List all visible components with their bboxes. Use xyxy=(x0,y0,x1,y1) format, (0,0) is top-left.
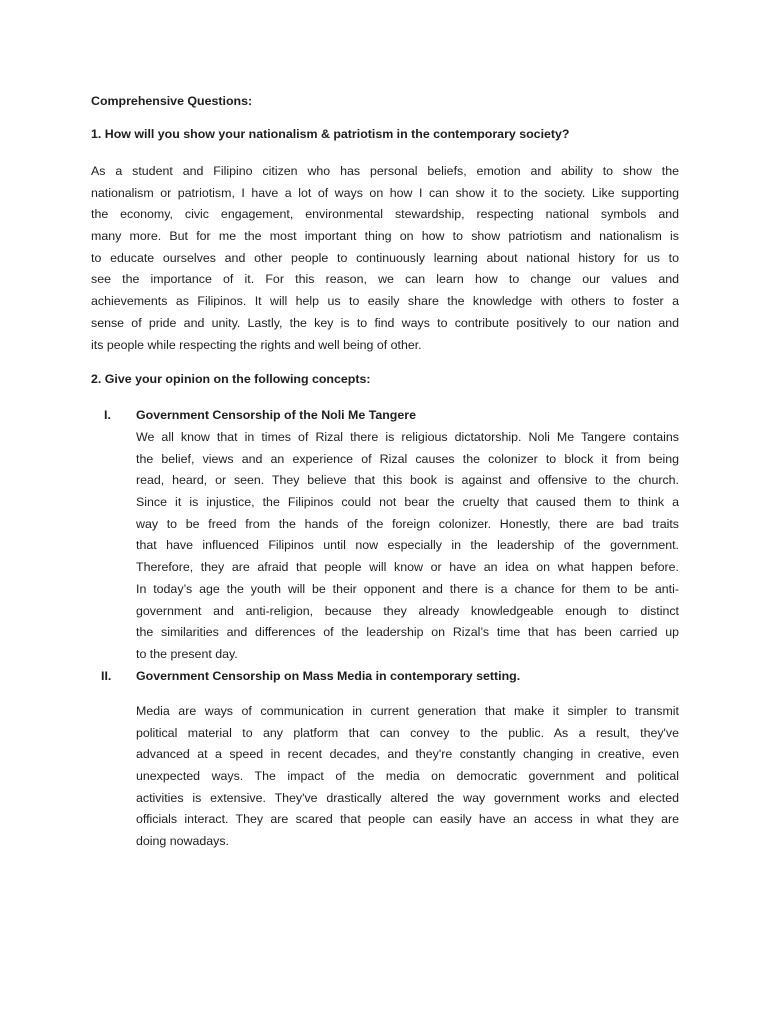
text-line: read, heard, or seen. They believe that this book is against and offensive to the church. xyxy=(136,473,679,488)
text-line: the similarities and differences of the leadership on Rizal’s time that has been carried up xyxy=(136,625,679,640)
item-2-heading: Government Censorship on Mass Media in contemporary setting. xyxy=(136,669,521,683)
text-line: way to be freed from the hands of the foreign colonizer. Honestly, there are bad traits xyxy=(136,516,679,531)
text-line: nationalism or patriotism, I have a lot of ways on how I can show it to the society. Like supporting xyxy=(91,185,679,200)
text-line: activities is extensive. They've drastically altered the way government works and elected xyxy=(136,790,679,805)
text-line: Since it is injustice, the Filipinos could not bear the cruelty that caused them to think a xyxy=(136,495,679,510)
text-line: government and anti-religion, because they already knowledgeable enough to distinct xyxy=(136,603,679,618)
text-line: Media are ways of communication in current generation that make it simpler to transmit xyxy=(136,704,679,718)
item-1-heading: Government Censorship of the Noli Me Tangere xyxy=(136,408,416,422)
text-line: As a student and Filipino citizen who has personal beliefs, emotion and ability to show the xyxy=(91,164,679,178)
text-line: political material to any platform that can convey to the public. As a result, they've xyxy=(136,725,679,740)
question-1-answer xyxy=(91,161,679,356)
text-line: unexpected ways. The impact of the media on democratic government and political xyxy=(136,769,679,784)
text-line: In today’s age the youth will be their opponent and there is a chance for them to be anti- xyxy=(136,581,679,596)
text-line: see the importance of it. For this reason, we can learn how to change our values and xyxy=(91,272,679,287)
text-line: to the present day. xyxy=(136,646,238,661)
text-line: doing nowadays. xyxy=(136,834,229,849)
text-line: many more. But for me the most important thing on how to show patriotism and nationalism is xyxy=(91,229,679,244)
text-line: to educate ourselves and other people to continuously learning about national history for us to xyxy=(91,250,679,265)
text-line: that have influenced Filipinos until now especially in the leadership of the government. xyxy=(136,538,679,553)
item-1-answer xyxy=(136,427,679,666)
text-line: its people while respecting the rights and well being of other. xyxy=(91,337,422,352)
question-1-heading: 1. How will you show your nationalism & patriotism in the contemporary society? xyxy=(91,127,570,141)
item-1-numeral: I. xyxy=(104,408,111,422)
document-title: Comprehensive Questions: xyxy=(91,94,253,108)
text-line: the belief, views and an experience of Rizal causes the colonizer to block it from being xyxy=(136,451,679,466)
text-line: sense of pride and unity. Lastly, the key is to find ways to contribute positively to our nation and xyxy=(91,315,679,330)
item-2-answer xyxy=(136,701,679,853)
text-line: Therefore, they are afraid that people will know or have an idea on what happen before. xyxy=(136,560,679,575)
question-2-heading: 2. Give your opinion on the following concepts: xyxy=(91,372,371,386)
item-2-numeral: II. xyxy=(101,669,112,683)
text-line: the economy, civic engagement, environmental stewardship, respecting national symbols and xyxy=(91,207,679,222)
text-line: advanced at a speed in recent decades, and they're constantly changing in creative, even xyxy=(136,747,679,762)
text-line: officials interact. They are scared that people can easily have an access in what they are xyxy=(136,812,679,827)
text-line: We all know that in times of Rizal there is religious dictatorship. Noli Me Tangere contains xyxy=(136,430,679,444)
text-line: achievements as Filipinos. It will help us to easily share the knowledge with others to foster a xyxy=(91,294,679,309)
